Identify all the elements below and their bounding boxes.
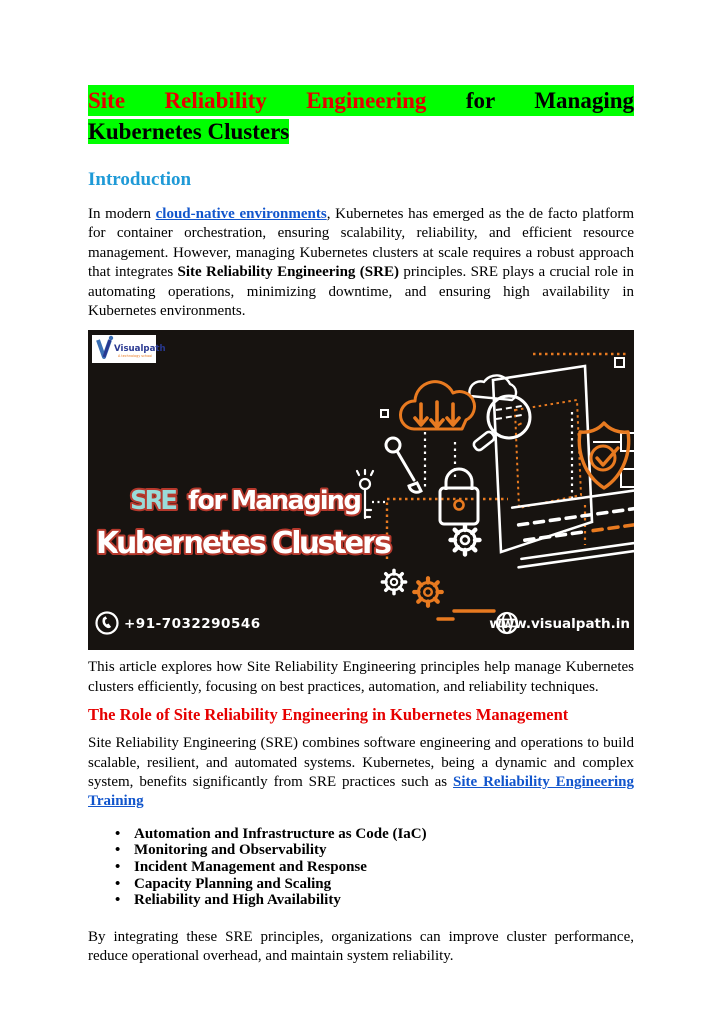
svg-text:SRE for Managing [130,486,362,516]
banner-headline-accent: SRE [130,486,178,517]
sre-role-paragraph [88,734,634,812]
intro-paragraph-text: In modern [88,206,156,222]
logo-brand-text: Visualpath [114,344,166,355]
download-arrows-icon [415,402,459,427]
phone-number-text: +91-7032290546 [124,616,261,633]
section-heading: The Role of Site Reliability Engineering in Kubernetes Management [88,705,569,725]
page-title-line1 [88,85,634,116]
intro-paragraph [88,205,634,321]
article-overview-paragraph: This article explores how Site Reliability Engineering principles help manage Kubernetes clusters efficiently, focusing on best practices, automation, and reliability techniques. [88,659,634,695]
sre-role-paragraph-text: Site Reliability Engineering (SRE) combines software engineering and operations to build scalable, resilient, and automated systems. Kubernetes, being a dynamic and complex system, benefits significantly from SRE practices such as [88,735,634,791]
banner-headline-line2: Kubernetes Clusters [96,526,392,562]
visualpath-logo [92,335,166,363]
promo-banner-image [88,330,634,650]
list-item: • Incident Management and Response [88,859,634,876]
page-title [88,85,634,147]
intro-paragraph-text2: , Kubernetes has emerged as the de facto platform for container orchestration, ensuring scalability, reliability, and efficient resource management. However, managing Kubernetes clusters at scale requires a robust approach that integrates [88,206,634,281]
list-item: • Automation and Infrastructure as Code (IaC) [88,826,634,843]
article-body [88,85,634,967]
sre-training-link[interactable]: Site Reliability Engineering Training [88,774,634,810]
logo-tagline-text: A technology school [118,354,153,359]
website-text: www.visualpath.in [489,616,630,633]
sre-practices-list [88,826,634,909]
intro-heading: Introduction [88,169,192,190]
intro-paragraph-text3: principles. SRE plays a crucial role in automating operations, minimizing downtime, and ensuring high availability in Kubernetes environments. [88,264,634,320]
page-title-black-part2: Kubernetes Clusters [88,119,290,144]
list-item: • Capacity Planning and Scaling [88,876,634,893]
list-item: • Monitoring and Observability [88,842,634,859]
page-title-red-part: Site Reliability Engineering [88,88,427,113]
website-contact [489,613,630,633]
sre-bold-term: Site Reliability Engineering (SRE) [177,264,399,281]
list-item: • Reliability and High Availability [88,892,634,909]
page-title-line2 [88,116,634,147]
closing-paragraph: By integrating these SRE principles, organizations can improve cluster performance, reduce operational overhead, and maintain system reliability. [88,928,634,965]
cloud-native-environments-link[interactable]: cloud-native environments [155,206,327,222]
banner-headline-line1: for Managing [188,486,362,517]
page-title-black-part: for Managing [465,88,635,113]
